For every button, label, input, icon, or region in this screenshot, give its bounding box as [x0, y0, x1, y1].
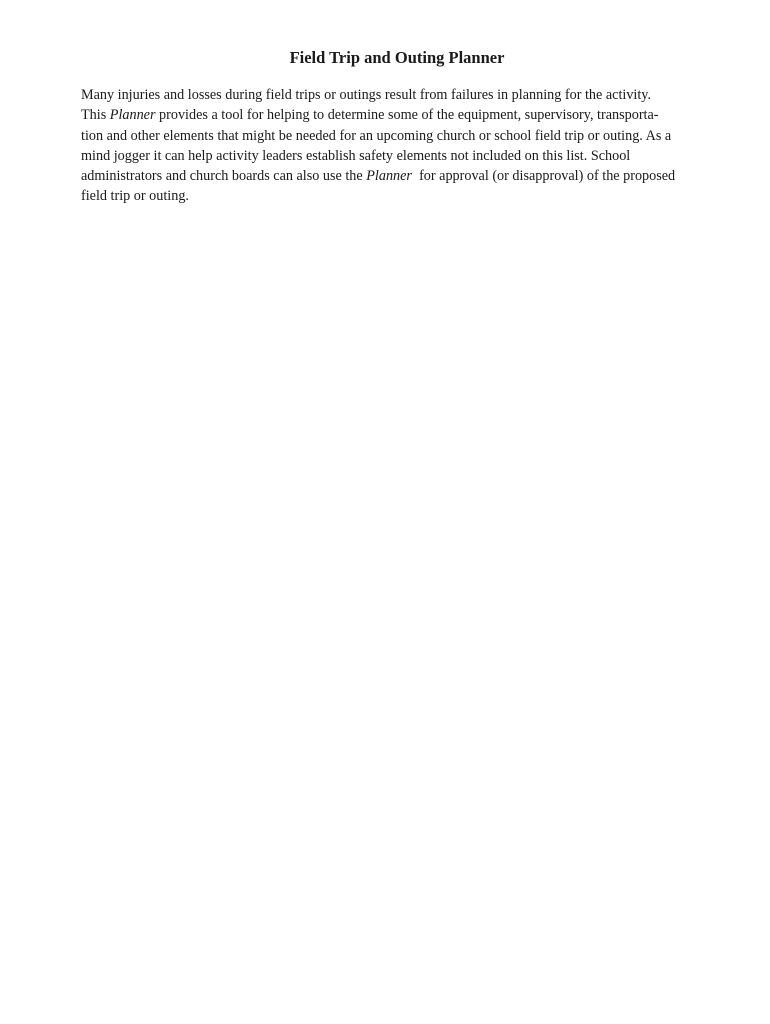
intro-line-6 — [81, 186, 721, 206]
planner-emphasis: Planner — [109, 107, 156, 124]
intro-line-1 — [81, 85, 721, 105]
intro-text: mind jogger it can help activity leaders establish safety elements not included on this list. School — [81, 147, 631, 164]
intro-text: administrators and church boards can also use the — [81, 168, 367, 185]
document-title: Field Trip and Outing Planner — [289, 48, 505, 67]
intro-text: provides a tool for helping to determine some of the equipment, supervisory, transporta- — [155, 107, 659, 124]
intro-text: for approval (or disapproval) of the proposed — [411, 168, 676, 185]
intro-line-2 — [81, 105, 721, 125]
intro-text: This — [81, 107, 110, 124]
intro-text: tion and other elements that might be needed for an upcoming church or school field trip or outing. As a — [81, 127, 672, 144]
intro-paragraph — [81, 85, 721, 207]
intro-line-3 — [81, 126, 721, 146]
intro-text: Many injuries and losses during field trips or outings result from failures in planning for the activity. — [81, 87, 652, 103]
intro-line-5 — [81, 166, 721, 186]
intro-line-4 — [81, 146, 721, 166]
intro-text: field trip or outing. — [81, 188, 189, 205]
planner-emphasis: Planner — [366, 168, 412, 185]
